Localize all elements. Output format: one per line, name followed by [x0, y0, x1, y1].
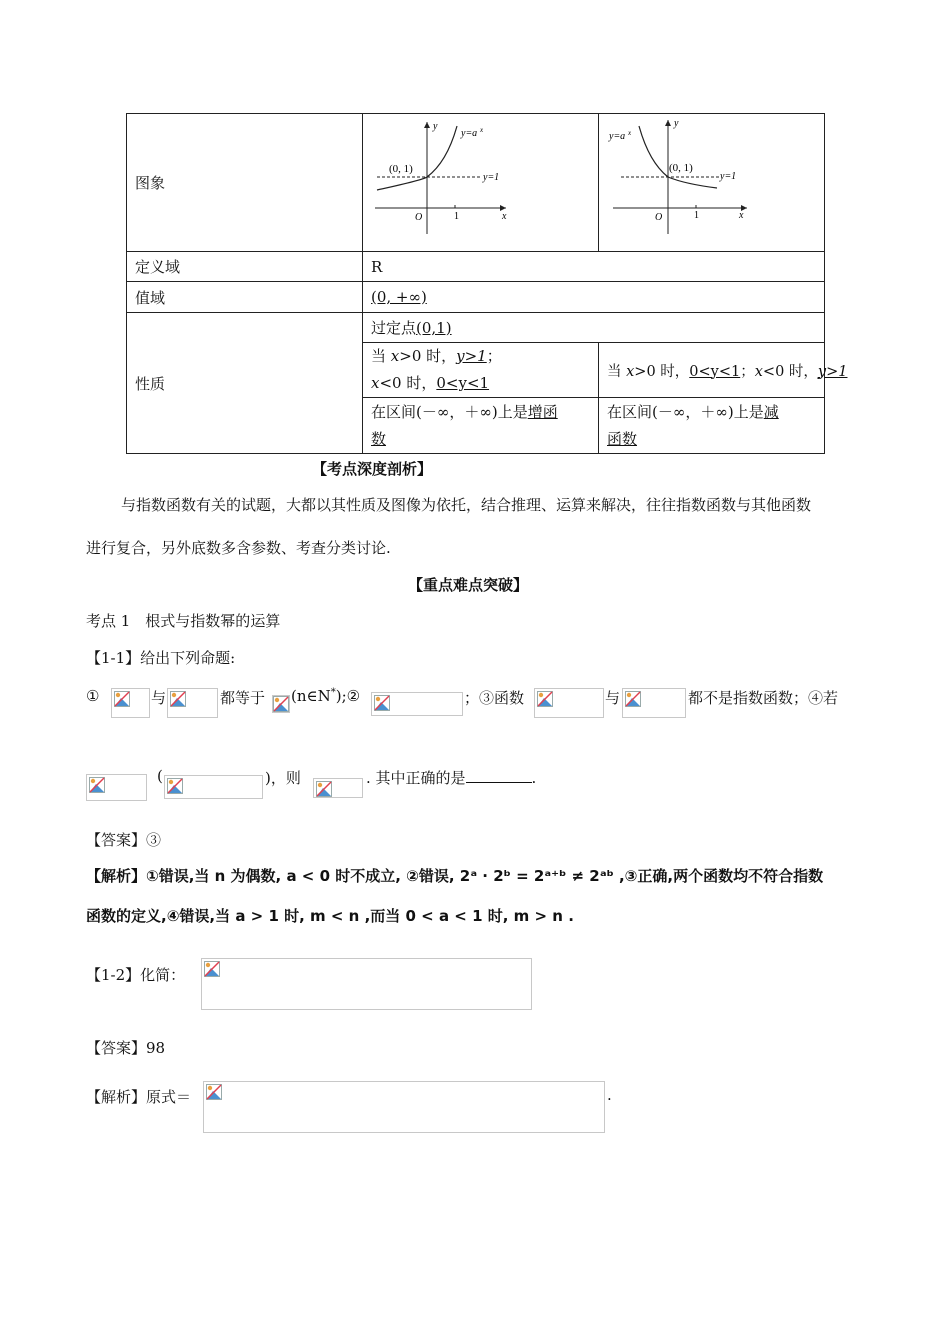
exponential-properties-table	[126, 113, 848, 454]
text-not-exponential: 都不是指数函数；④若	[688, 689, 839, 707]
analysis-heading: 【考点深度剖析】	[312, 460, 433, 478]
sign-cell-increasing: 当 x>0 时，y>1； x<0 时，0<y<1	[363, 343, 599, 398]
question-1-2-label: 【1-2】化简：	[86, 966, 186, 984]
row-label-properties: 性质	[127, 313, 363, 454]
range-cell	[363, 282, 825, 313]
analysis-paragraph-line1: 与指数函数有关的试题，大都以其性质及图像为依托，结合推理、运算来解决，往往指数函数与其他函数	[121, 496, 812, 514]
broken-image-icon	[273, 696, 289, 712]
monotonic-cell-decreasing: 在区间(－∞，＋∞)上是减 函数	[599, 398, 825, 454]
x-axis-label: x	[502, 211, 507, 222]
answer-2: 【答案】98	[86, 1039, 166, 1057]
paren-close-then: )，则	[265, 769, 301, 787]
tick-label: 1	[694, 210, 699, 221]
explanation-2-label: 【解析】原式＝	[86, 1088, 192, 1106]
broken-image-icon	[206, 1084, 222, 1100]
point-label: (0, 1)	[669, 162, 693, 174]
explanation-1-line1: 【解析】①错误,当 n 为偶数, a < 0 时不成立, ②错误, 2ᵃ · 2ᵇ = 2ᵃ⁺ᵇ ≠ 2ᵃᵇ ,③正确,两个函数均不符合指数	[86, 867, 824, 885]
text-yu-2: 与	[605, 689, 621, 707]
graph-cell-increasing	[363, 114, 599, 252]
y-axis-label: y	[674, 118, 679, 129]
broken-image-icon	[170, 691, 186, 707]
text-semi-3-function: ；③函数	[464, 689, 525, 707]
topic-title: 考点 1 根式与指数幂的运算	[86, 612, 281, 630]
range-value: (0, +∞)	[371, 288, 427, 306]
x-axis-label: x	[739, 210, 744, 221]
point-label: (0, 1)	[389, 163, 413, 175]
broken-image-icon	[204, 961, 220, 977]
broken-image-icon	[537, 691, 553, 707]
answer-blank[interactable]	[466, 768, 532, 783]
y-axis-label: y	[433, 121, 438, 132]
explanation-2-end: .	[607, 1086, 612, 1104]
answer-1: 【答案】③	[86, 831, 162, 849]
explanation-1-line2: 函数的定义,④错误,当 a > 1 时, m < n ,而当 0 < a < 1 时, m > n .	[86, 907, 574, 925]
curve-label-sup: x	[628, 129, 632, 137]
text-yu-1: 与	[151, 689, 167, 707]
graph-decreasing	[599, 114, 823, 247]
broken-image-icon	[114, 691, 130, 707]
fixed-point-value: (0,1)	[416, 319, 452, 337]
formula-image	[622, 688, 686, 718]
broken-image-icon	[89, 777, 105, 793]
fixed-point-prefix: 过定点	[371, 319, 417, 337]
question-tail: . 其中正确的是 .	[366, 769, 537, 787]
breakthrough-heading: 【重点难点突破】	[408, 576, 529, 594]
asymptote-label: y=1	[720, 171, 737, 182]
formula-image	[534, 688, 604, 718]
broken-image-icon	[625, 691, 641, 707]
text-dou-deng-yu: 都等于	[220, 689, 266, 707]
formula-image	[167, 688, 218, 718]
domain-value: R	[363, 252, 825, 282]
origin-label: O	[655, 212, 663, 223]
formula-image	[201, 958, 532, 1010]
origin-label: O	[415, 212, 423, 223]
formula-image	[371, 692, 463, 716]
formula-image	[272, 695, 290, 713]
curve-label: y=a	[609, 131, 626, 142]
broken-image-icon	[374, 695, 390, 711]
question-1-1-label: 【1-1】给出下列命题:	[86, 649, 236, 667]
fixed-point-cell	[363, 313, 825, 343]
text-n-in-N: (n∈N*);②	[291, 687, 361, 705]
formula-image	[86, 774, 147, 801]
row-label-domain: 定义域	[127, 252, 363, 282]
underline-y-gt-1: y>1	[456, 347, 487, 365]
curve-label: y=a	[461, 128, 478, 139]
row-label-image: 图象	[127, 114, 363, 252]
formula-image	[164, 775, 263, 799]
broken-image-icon	[316, 781, 332, 797]
circle-1: ①	[86, 687, 100, 705]
tick-label: 1	[454, 211, 459, 222]
graph-increasing	[363, 114, 597, 247]
sign-cell-decreasing: 当 x>0 时，0<y<1；x<0 时，y>1	[599, 343, 825, 398]
paren-open: (	[157, 767, 163, 785]
formula-image	[313, 778, 363, 798]
curve-label-sup: x	[480, 126, 484, 134]
monotonic-cell-increasing: 在区间(－∞，＋∞)上是增函 数	[363, 398, 599, 454]
formula-image	[111, 688, 150, 718]
graph-cell-decreasing	[599, 114, 825, 252]
broken-image-icon	[167, 778, 183, 794]
underline-0-lt-y-lt-1: 0<y<1	[436, 374, 490, 392]
row-label-range: 值域	[127, 282, 363, 313]
analysis-paragraph-line2: 进行复合，另外底数多含参数、考查分类讨论.	[86, 539, 391, 557]
formula-image	[203, 1081, 605, 1133]
asymptote-label: y=1	[483, 172, 500, 183]
